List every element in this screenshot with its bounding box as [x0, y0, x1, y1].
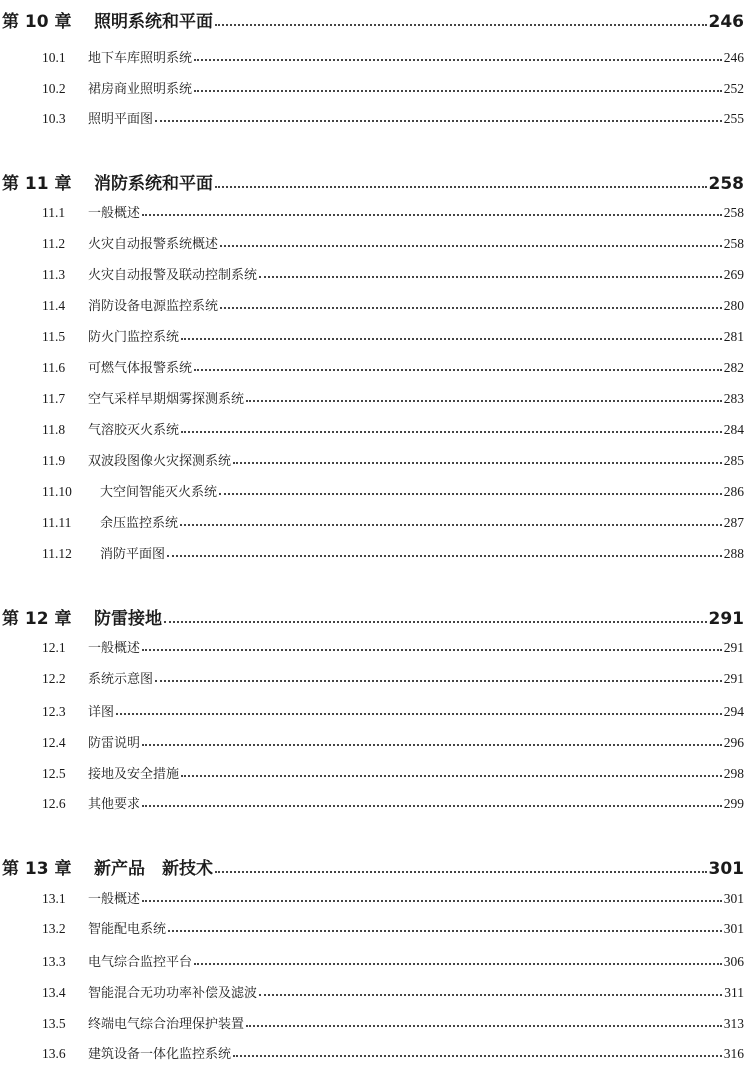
dot-leader [164, 621, 707, 623]
chapter-number: 第 10 章 [2, 12, 72, 32]
dot-leader [233, 462, 722, 464]
page-number: 311 [724, 985, 744, 1000]
dot-leader [116, 713, 722, 715]
section-title: 气溶胶灭火系统 [88, 423, 180, 438]
page-number: 294 [723, 704, 744, 719]
section-number: 12.3 [42, 704, 66, 719]
chapter-heading[interactable] [2, 6, 744, 32]
section-number: 13.5 [42, 1016, 66, 1031]
page-number: 258 [723, 236, 744, 251]
toc-entry[interactable] [42, 325, 744, 345]
section-number: 10.1 [42, 50, 66, 65]
page-number: 252 [723, 81, 744, 96]
toc-entry[interactable] [42, 950, 744, 970]
page-number: 301 [708, 859, 744, 879]
toc-entry[interactable] [42, 981, 744, 1001]
section-number: 11.1 [42, 205, 66, 220]
page-number: 301 [723, 921, 744, 936]
chapter-title: 照明系统和平面 [94, 12, 213, 32]
section-title: 一般概述 [88, 641, 141, 656]
toc-entry[interactable] [42, 294, 744, 314]
dot-leader [219, 493, 722, 495]
page-number: 284 [723, 422, 744, 437]
chapter-heading[interactable] [2, 853, 744, 879]
section-title: 智能配电系统 [88, 922, 167, 937]
section-number: 12.4 [42, 735, 66, 750]
section-number: 12.5 [42, 766, 66, 781]
page-number: 281 [723, 329, 744, 344]
toc-entry[interactable] [42, 232, 744, 252]
dot-leader [194, 90, 722, 92]
toc-entry[interactable] [42, 387, 744, 407]
page-number: 283 [723, 391, 744, 406]
page-number: 288 [723, 546, 744, 561]
dot-leader [181, 431, 722, 433]
toc-entry[interactable] [42, 667, 744, 687]
section-title: 余压监控系统 [100, 516, 179, 531]
page-number: 246 [723, 50, 744, 65]
dot-leader [215, 186, 707, 188]
section-number: 11.10 [42, 484, 72, 499]
toc-entry[interactable] [42, 263, 744, 283]
section-number: 11.7 [42, 391, 66, 406]
section-number: 11.5 [42, 329, 66, 344]
page-number: 306 [723, 954, 744, 969]
toc-entry[interactable] [42, 917, 744, 937]
page-number: 282 [723, 360, 744, 375]
section-number: 12.2 [42, 671, 66, 686]
page-number: 299 [723, 796, 744, 811]
toc-entry[interactable] [42, 418, 744, 438]
page-number: 296 [723, 735, 744, 750]
section-title: 地下车库照明系统 [88, 51, 193, 66]
section-title: 系统示意图 [88, 672, 154, 687]
section-title: 防火门监控系统 [88, 330, 180, 345]
page-number: 298 [723, 766, 744, 781]
section-title: 照明平面图 [88, 112, 154, 127]
dot-leader [194, 963, 722, 965]
section-title: 空气采样早期烟雾探测系统 [88, 392, 245, 407]
toc-entry[interactable] [42, 636, 744, 656]
section-number: 13.3 [42, 954, 66, 969]
toc-entry[interactable] [42, 201, 744, 221]
dot-leader [142, 805, 722, 807]
section-title: 裙房商业照明系统 [88, 82, 193, 97]
page-number: 285 [723, 453, 744, 468]
section-number: 13.6 [42, 1046, 66, 1061]
section-number: 11.2 [42, 236, 66, 251]
toc-entry[interactable] [42, 356, 744, 376]
dot-leader [142, 214, 722, 216]
dot-leader [142, 900, 722, 902]
page-number: 301 [723, 891, 744, 906]
section-title: 消防设备电源监控系统 [88, 299, 219, 314]
section-title: 终端电气综合治理保护装置 [88, 1017, 245, 1032]
dot-leader [233, 1055, 722, 1057]
page-number: 291 [708, 609, 744, 629]
toc-entry[interactable] [42, 449, 744, 469]
section-number: 11.6 [42, 360, 66, 375]
section-number: 11.11 [42, 515, 72, 530]
section-number: 11.8 [42, 422, 66, 437]
section-title: 双波段图像火灾探测系统 [88, 454, 232, 469]
dot-leader [220, 245, 722, 247]
section-number: 10.2 [42, 81, 66, 96]
dot-leader [259, 276, 722, 278]
section-number: 13.4 [42, 985, 66, 1000]
section-number: 10.3 [42, 111, 66, 126]
dot-leader [155, 680, 722, 682]
toc-entry[interactable] [42, 792, 744, 812]
section-title: 详图 [88, 705, 115, 720]
toc-entry[interactable] [42, 46, 744, 66]
section-title: 建筑设备一体化监控系统 [88, 1047, 232, 1062]
section-title: 电气综合监控平台 [88, 955, 193, 970]
dot-leader [215, 871, 707, 873]
dot-leader [259, 994, 722, 996]
section-title: 一般概述 [88, 206, 141, 221]
page-number: 269 [723, 267, 744, 282]
toc-entry[interactable] [42, 762, 744, 782]
dot-leader [181, 775, 722, 777]
page-number: 255 [723, 111, 744, 126]
dot-leader [246, 400, 722, 402]
toc-entry[interactable] [42, 1042, 744, 1062]
dot-leader [220, 307, 722, 309]
toc-entry[interactable] [42, 107, 744, 127]
section-number: 13.1 [42, 891, 66, 906]
chapter-title: 防雷接地 [94, 609, 162, 629]
page-number: 246 [708, 12, 744, 32]
dot-leader [142, 649, 722, 651]
toc-entry[interactable] [42, 731, 744, 751]
toc-entry[interactable] [42, 700, 744, 720]
toc-entry[interactable] [42, 887, 744, 907]
chapter-number: 第 13 章 [2, 859, 72, 879]
toc-entry[interactable] [42, 77, 744, 97]
toc-entry[interactable] [42, 542, 744, 562]
chapter-number: 第 11 章 [2, 174, 72, 194]
section-title: 可燃气体报警系统 [88, 361, 193, 376]
dot-leader [181, 338, 722, 340]
toc-entry[interactable] [42, 511, 744, 531]
dot-leader [194, 369, 722, 371]
section-number: 11.3 [42, 267, 66, 282]
section-number: 11.4 [42, 298, 66, 313]
page-number: 291 [723, 671, 744, 686]
section-title: 智能混合无功功率补偿及滤波 [88, 986, 258, 1001]
page-number: 291 [723, 640, 744, 655]
dot-leader [168, 930, 722, 932]
section-title: 其他要求 [88, 797, 141, 812]
chapter-number: 第 12 章 [2, 609, 72, 629]
page-number: 316 [723, 1046, 744, 1061]
toc-entry[interactable] [42, 480, 744, 500]
chapter-title: 新产品 新技术 [94, 859, 213, 879]
dot-leader [194, 59, 722, 61]
section-number: 13.2 [42, 921, 66, 936]
section-number: 12.6 [42, 796, 66, 811]
section-number: 12.1 [42, 640, 66, 655]
dot-leader [155, 120, 722, 122]
section-title: 火灾自动报警及联动控制系统 [88, 268, 258, 283]
page-number: 313 [723, 1016, 744, 1031]
dot-leader [142, 744, 722, 746]
dot-leader [215, 24, 707, 26]
page-number: 287 [723, 515, 744, 530]
section-title: 一般概述 [88, 892, 141, 907]
section-title: 大空间智能灭火系统 [100, 485, 218, 500]
dot-leader [167, 555, 722, 557]
section-title: 消防平面图 [100, 547, 166, 562]
page-number: 258 [723, 205, 744, 220]
chapter-title: 消防系统和平面 [94, 174, 213, 194]
page-number: 280 [723, 298, 744, 313]
chapter-heading[interactable] [2, 603, 744, 629]
section-number: 11.9 [42, 453, 66, 468]
section-title: 接地及安全措施 [88, 767, 180, 782]
page-number: 286 [723, 484, 744, 499]
section-title: 火灾自动报警系统概述 [88, 237, 219, 252]
toc-entry[interactable] [42, 1012, 744, 1032]
chapter-heading[interactable] [2, 168, 744, 194]
section-title: 防雷说明 [88, 736, 141, 751]
page-number: 258 [708, 174, 744, 194]
dot-leader [180, 524, 722, 526]
section-number: 11.12 [42, 546, 72, 561]
dot-leader [246, 1025, 722, 1027]
